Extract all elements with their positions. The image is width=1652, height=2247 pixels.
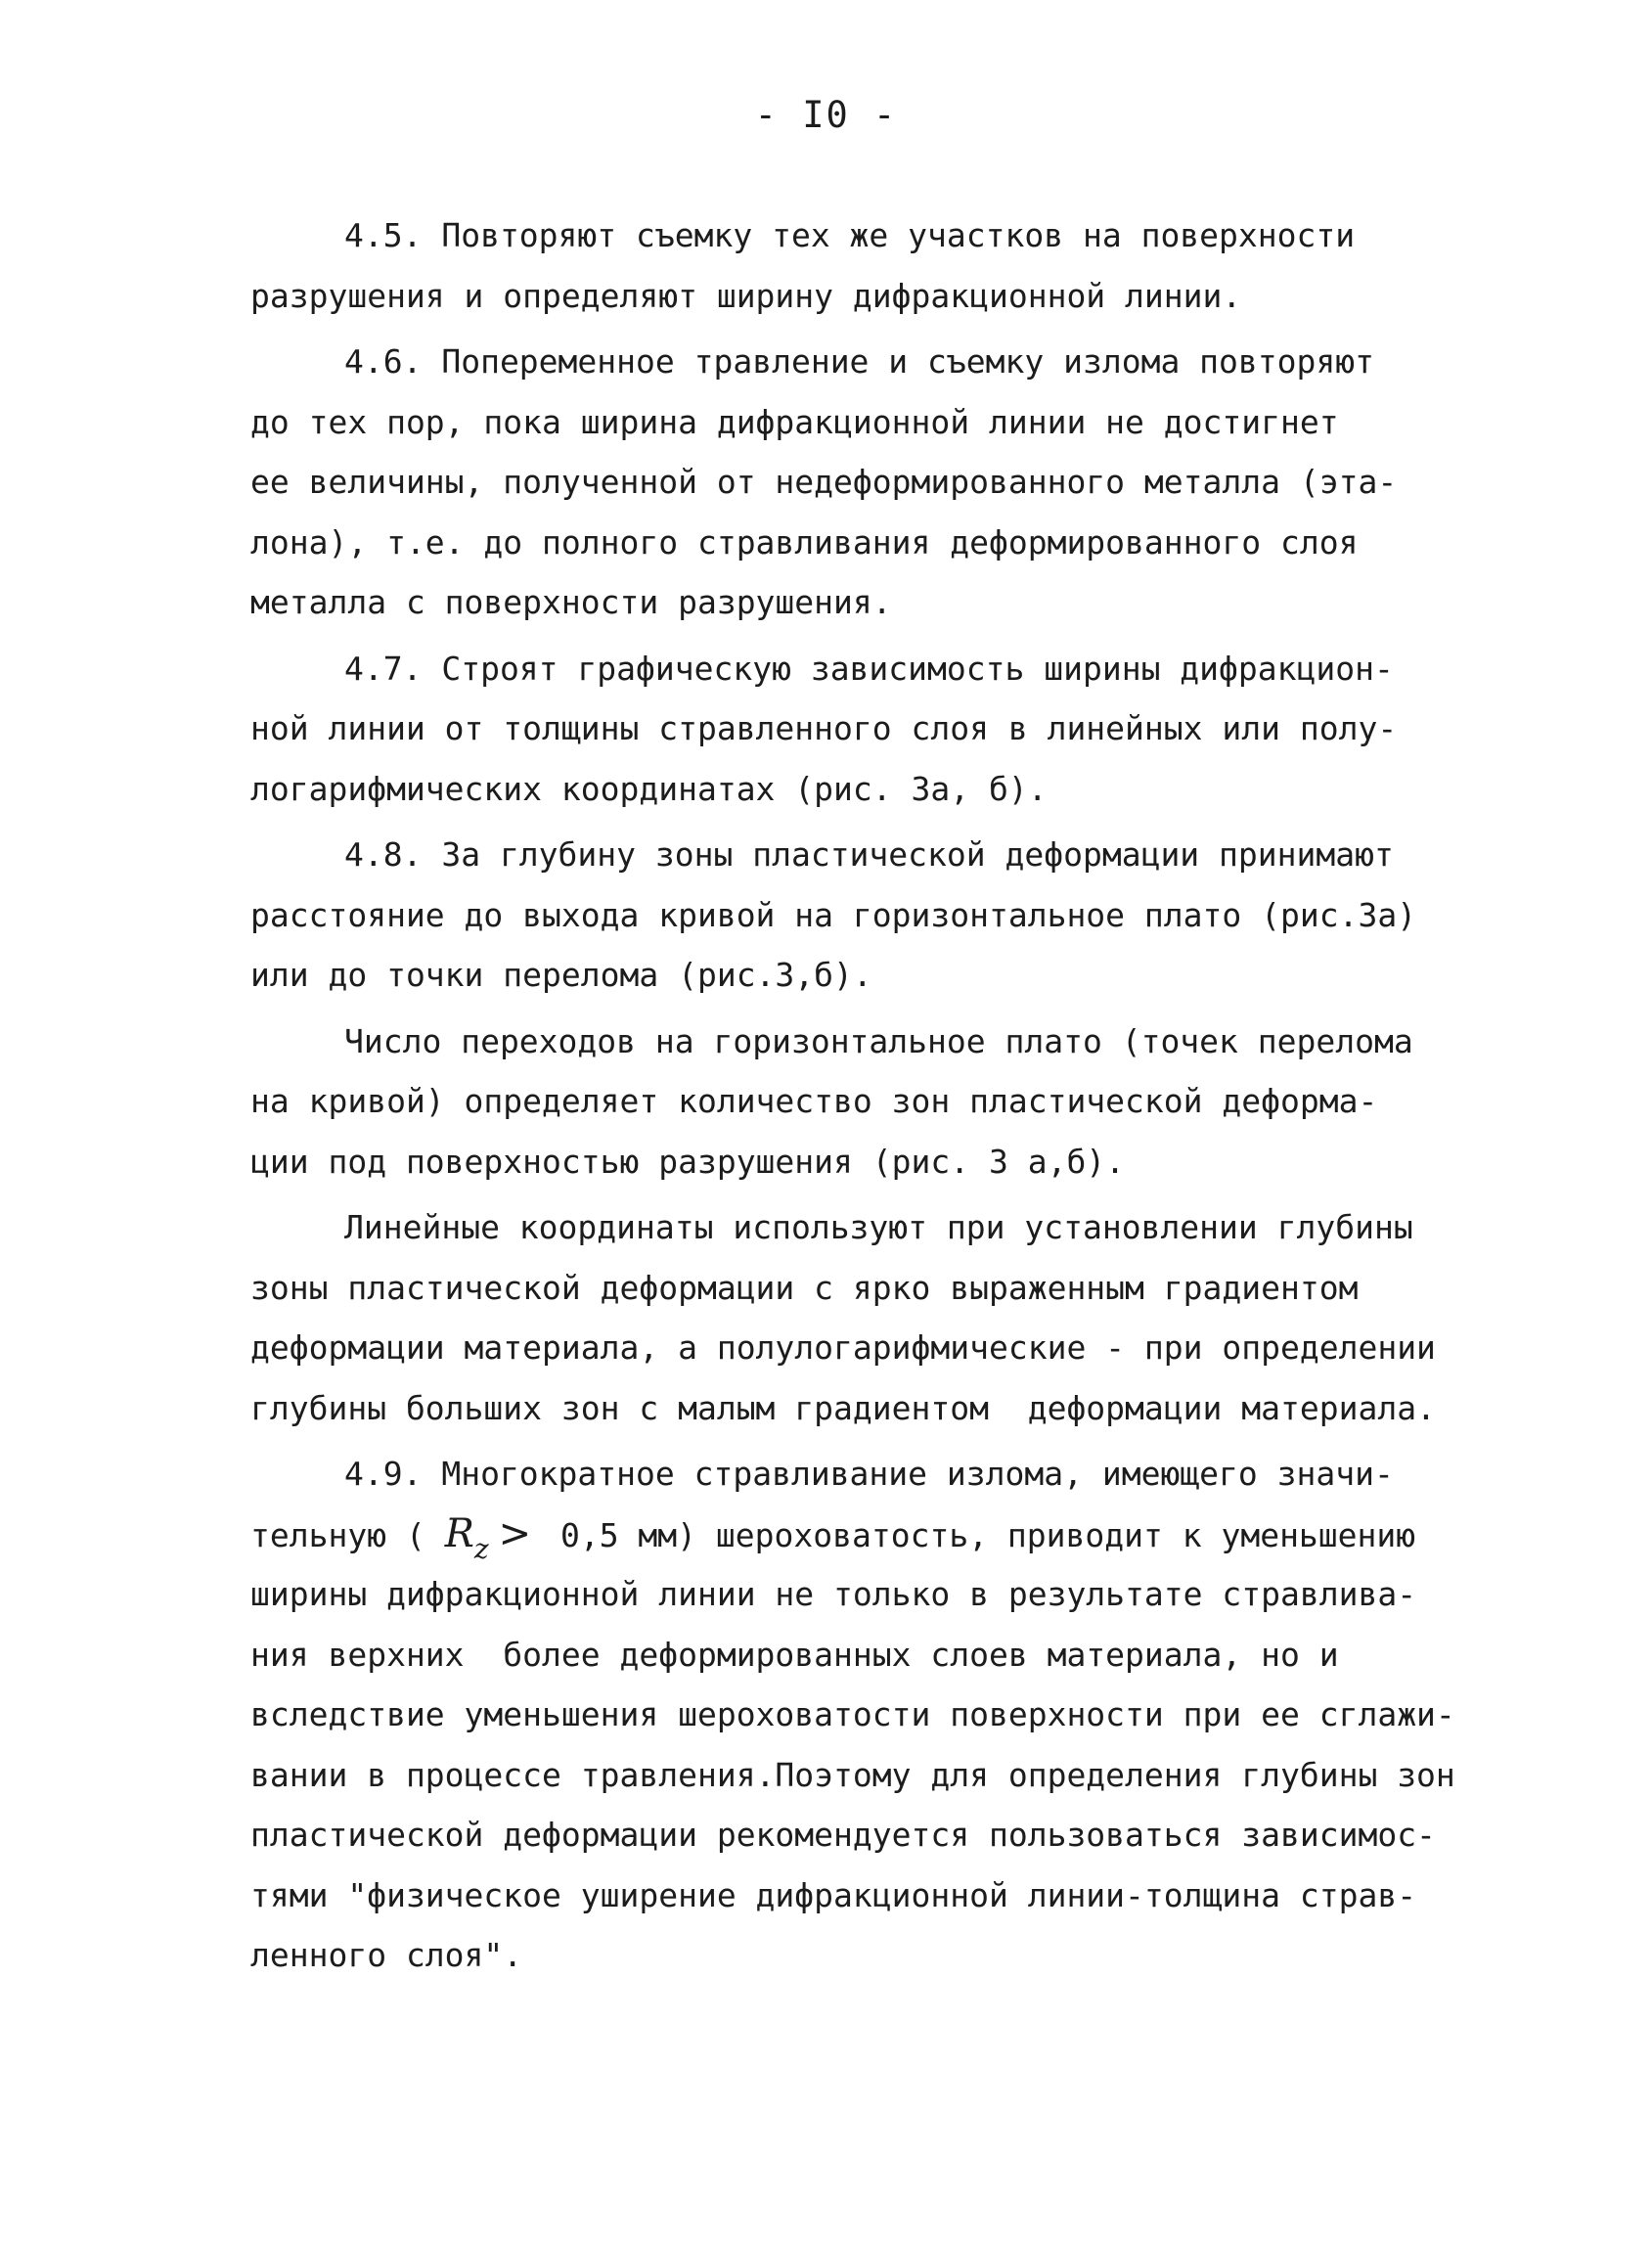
roughness-subscript: z (473, 1532, 489, 1565)
text-line: ширины дифракционной линии не только в результате стравлива- (250, 1575, 1417, 1613)
text-line: ции под поверхностью разрушения (рис. 3 а,б). (250, 1142, 1126, 1181)
text-line: или до точки перелома (рис.3,б). (250, 956, 872, 994)
paragraph-4-7 (250, 639, 1398, 820)
document-body (250, 205, 1455, 1986)
paragraph-4-6 (250, 332, 1398, 633)
paragraph-4-8 (250, 825, 1417, 1006)
greater-than-sign: > (498, 1510, 532, 1556)
text-line: расстояние до выхода кривой на горизонтальное плато (рис.3а) (250, 895, 1417, 934)
text-line: металла с поверхности разрушения. (250, 583, 892, 621)
text-fragment: тельную ( (250, 1515, 445, 1554)
text-line: зоны пластической деформации с ярко выраженным градиентом (250, 1268, 1359, 1307)
text-line: ее величины, полученной от недеформированного металла (эта- (250, 463, 1398, 501)
text-fragment: 0,5 мм) шероховатость, приводит к уменьшению (541, 1515, 1416, 1554)
text-line: ленного слоя". (250, 1936, 523, 1974)
paragraph-transitions (250, 1011, 1413, 1192)
text-line: Линейные координаты используют при установлении глубины (344, 1208, 1413, 1246)
text-line: разрушения и определяют ширину дифракционной линии. (250, 276, 1242, 315)
text-line: 4.6. Попеременное травление и съемку излома повторяют (344, 342, 1374, 381)
text-line: 4.8. За глубину зоны пластической деформации принимают (344, 835, 1394, 874)
text-line: глубины больших зон с малым градиентом деформации материала. (250, 1388, 1436, 1427)
text-line: Число переходов на горизонтальное плато (точек перелома (344, 1021, 1413, 1060)
text-line: вании в процессе травления.Поэтому для определения глубины зон (250, 1755, 1455, 1794)
text-line: деформации материала, а полулогарифмические - при определении (250, 1328, 1436, 1367)
page-number: - I0 - (754, 94, 898, 136)
paragraph-coordinates (250, 1197, 1436, 1438)
text-line: до тех пор, пока ширина дифракционной линии не достигнет (250, 402, 1339, 441)
text-line: 4.9. Многократное стравливание излома, имеющего значи- (344, 1455, 1394, 1493)
text-line: пластической деформации рекомендуется пользоваться зависимос- (250, 1816, 1436, 1854)
text-line: ной линии от толщины стравленного слоя в линейных или полу- (250, 709, 1398, 747)
text-line: вследствие уменьшения шероховатости поверхности при ее сглажи- (250, 1695, 1455, 1733)
text-line: 4.7. Строят графическую зависимость ширины дифракцион- (344, 649, 1394, 688)
roughness-symbol: R (444, 1510, 474, 1556)
paragraph-4-9 (250, 1444, 1455, 1986)
text-line: лона), т.е. до полного стравливания деформированного слоя (250, 522, 1359, 562)
paragraph-4-5 (250, 205, 1385, 326)
text-line: на кривой) определяет количество зон пластической деформа- (250, 1082, 1378, 1120)
text-line: логарифмических координатах (рис. 3а, б). (250, 769, 1048, 808)
text-line: тями "физическое уширение дифракционной линии-толщина страв- (250, 1875, 1417, 1914)
formula-text-line (250, 1505, 1416, 1565)
text-line: ния верхних более деформированных слоев материала, но и (250, 1635, 1339, 1674)
text-line: 4.5. Повторяют съемку тех же участков на поверхности (344, 216, 1356, 254)
